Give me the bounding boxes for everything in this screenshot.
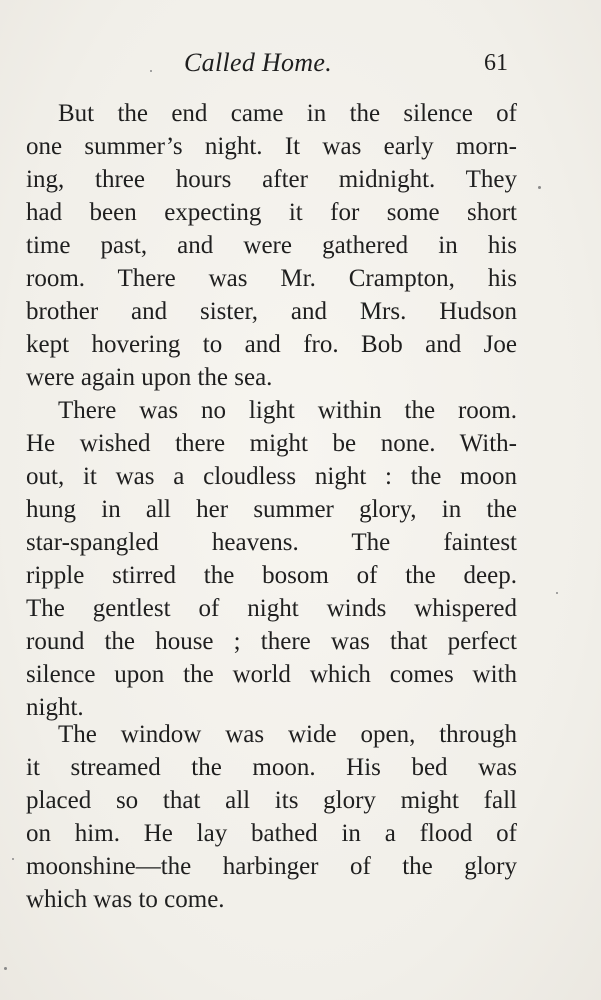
text-line: time past, and were gathered in his (26, 232, 517, 259)
page-number: 61 (484, 50, 508, 76)
scan-speck (4, 967, 7, 970)
text-line: room. There was Mr. Crampton, his (26, 265, 517, 292)
scan-speck (12, 858, 14, 860)
text-line: He wished there might be none. With- (26, 430, 517, 457)
text-line: on him. He lay bathed in a flood of (26, 820, 517, 847)
text-line: moonshine—the harbinger of the glory (26, 853, 517, 880)
running-title: Called Home. (184, 48, 333, 77)
text-line: The gentlest of night winds whispered (26, 595, 517, 622)
scan-speck (150, 70, 152, 72)
scan-speck (556, 592, 558, 594)
text-line: round the house ; there was that perfect (26, 628, 517, 655)
text-line: ing, three hours after midnight. They (26, 166, 517, 193)
text-line: There was no light within the room. (58, 397, 517, 424)
text-line: The window was wide open, through (58, 721, 517, 748)
text-line: kept hovering to and fro. Bob and Joe (26, 331, 517, 358)
text-line: hung in all her summer glory, in the (26, 496, 517, 523)
text-line: placed so that all its glory might fall (26, 787, 517, 814)
text-line: But the end came in the silence of (58, 100, 517, 127)
text-line: one summer’s night. It was early morn- (26, 133, 517, 160)
text-line: which was to come. (26, 886, 225, 913)
text-line: had been expecting it for some short (26, 199, 517, 226)
text-line: silence upon the world which comes with (26, 661, 517, 688)
text-line: brother and sister, and Mrs. Hudson (26, 298, 517, 325)
text-line: it streamed the moon. His bed was (26, 754, 517, 781)
text-line: out, it was a cloudless night : the moon (26, 463, 517, 490)
text-line: ripple stirred the bosom of the deep. (26, 562, 517, 589)
text-line: night. (26, 694, 84, 721)
scan-speck (538, 186, 541, 189)
text-line: were again upon the sea. (26, 364, 273, 391)
text-line: star-spangled heavens. The faintest (26, 529, 517, 556)
